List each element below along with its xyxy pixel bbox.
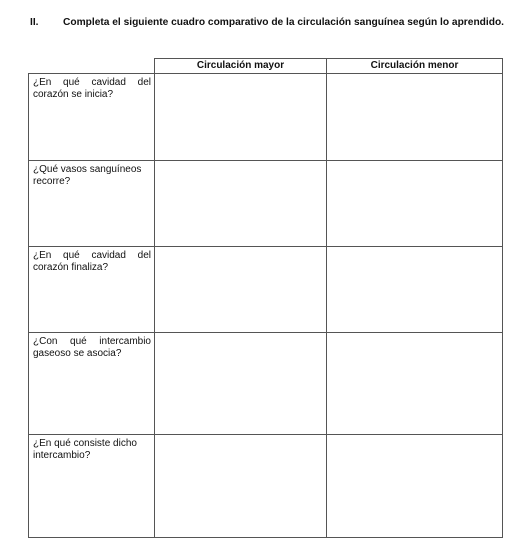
header-row <box>29 59 503 74</box>
comparison-table <box>28 58 503 538</box>
answer-cell-mayor[interactable] <box>155 247 327 333</box>
header-circulacion-mayor: Circulación mayor <box>155 59 327 74</box>
section-number: II. <box>30 17 39 28</box>
row-question: ¿Con qué intercambio gaseoso se asocia? <box>29 333 155 435</box>
answer-cell-menor[interactable] <box>327 161 503 247</box>
row-question: ¿Qué vasos sanguíneos recorre? <box>29 161 155 247</box>
instruction <box>30 16 506 29</box>
answer-cell-menor[interactable] <box>327 74 503 161</box>
header-corner <box>29 59 155 74</box>
table-row <box>29 247 503 333</box>
instruction-text: Completa el siguiente cuadro comparativo de la circulación sanguínea según lo aprendido. <box>63 17 504 28</box>
table-row <box>29 435 503 538</box>
row-question: ¿En qué cavidad del corazón finaliza? <box>29 247 155 333</box>
answer-cell-mayor[interactable] <box>155 333 327 435</box>
table-row <box>29 161 503 247</box>
answer-cell-mayor[interactable] <box>155 74 327 161</box>
row-question: ¿En qué consiste dicho intercambio? <box>29 435 155 538</box>
table-row <box>29 74 503 161</box>
answer-cell-menor[interactable] <box>327 333 503 435</box>
table-row <box>29 333 503 435</box>
row-question: ¿En qué cavidad del corazón se inicia? <box>29 74 155 161</box>
header-circulacion-menor: Circulación menor <box>327 59 503 74</box>
answer-cell-menor[interactable] <box>327 435 503 538</box>
answer-cell-mayor[interactable] <box>155 161 327 247</box>
answer-cell-mayor[interactable] <box>155 435 327 538</box>
answer-cell-menor[interactable] <box>327 247 503 333</box>
